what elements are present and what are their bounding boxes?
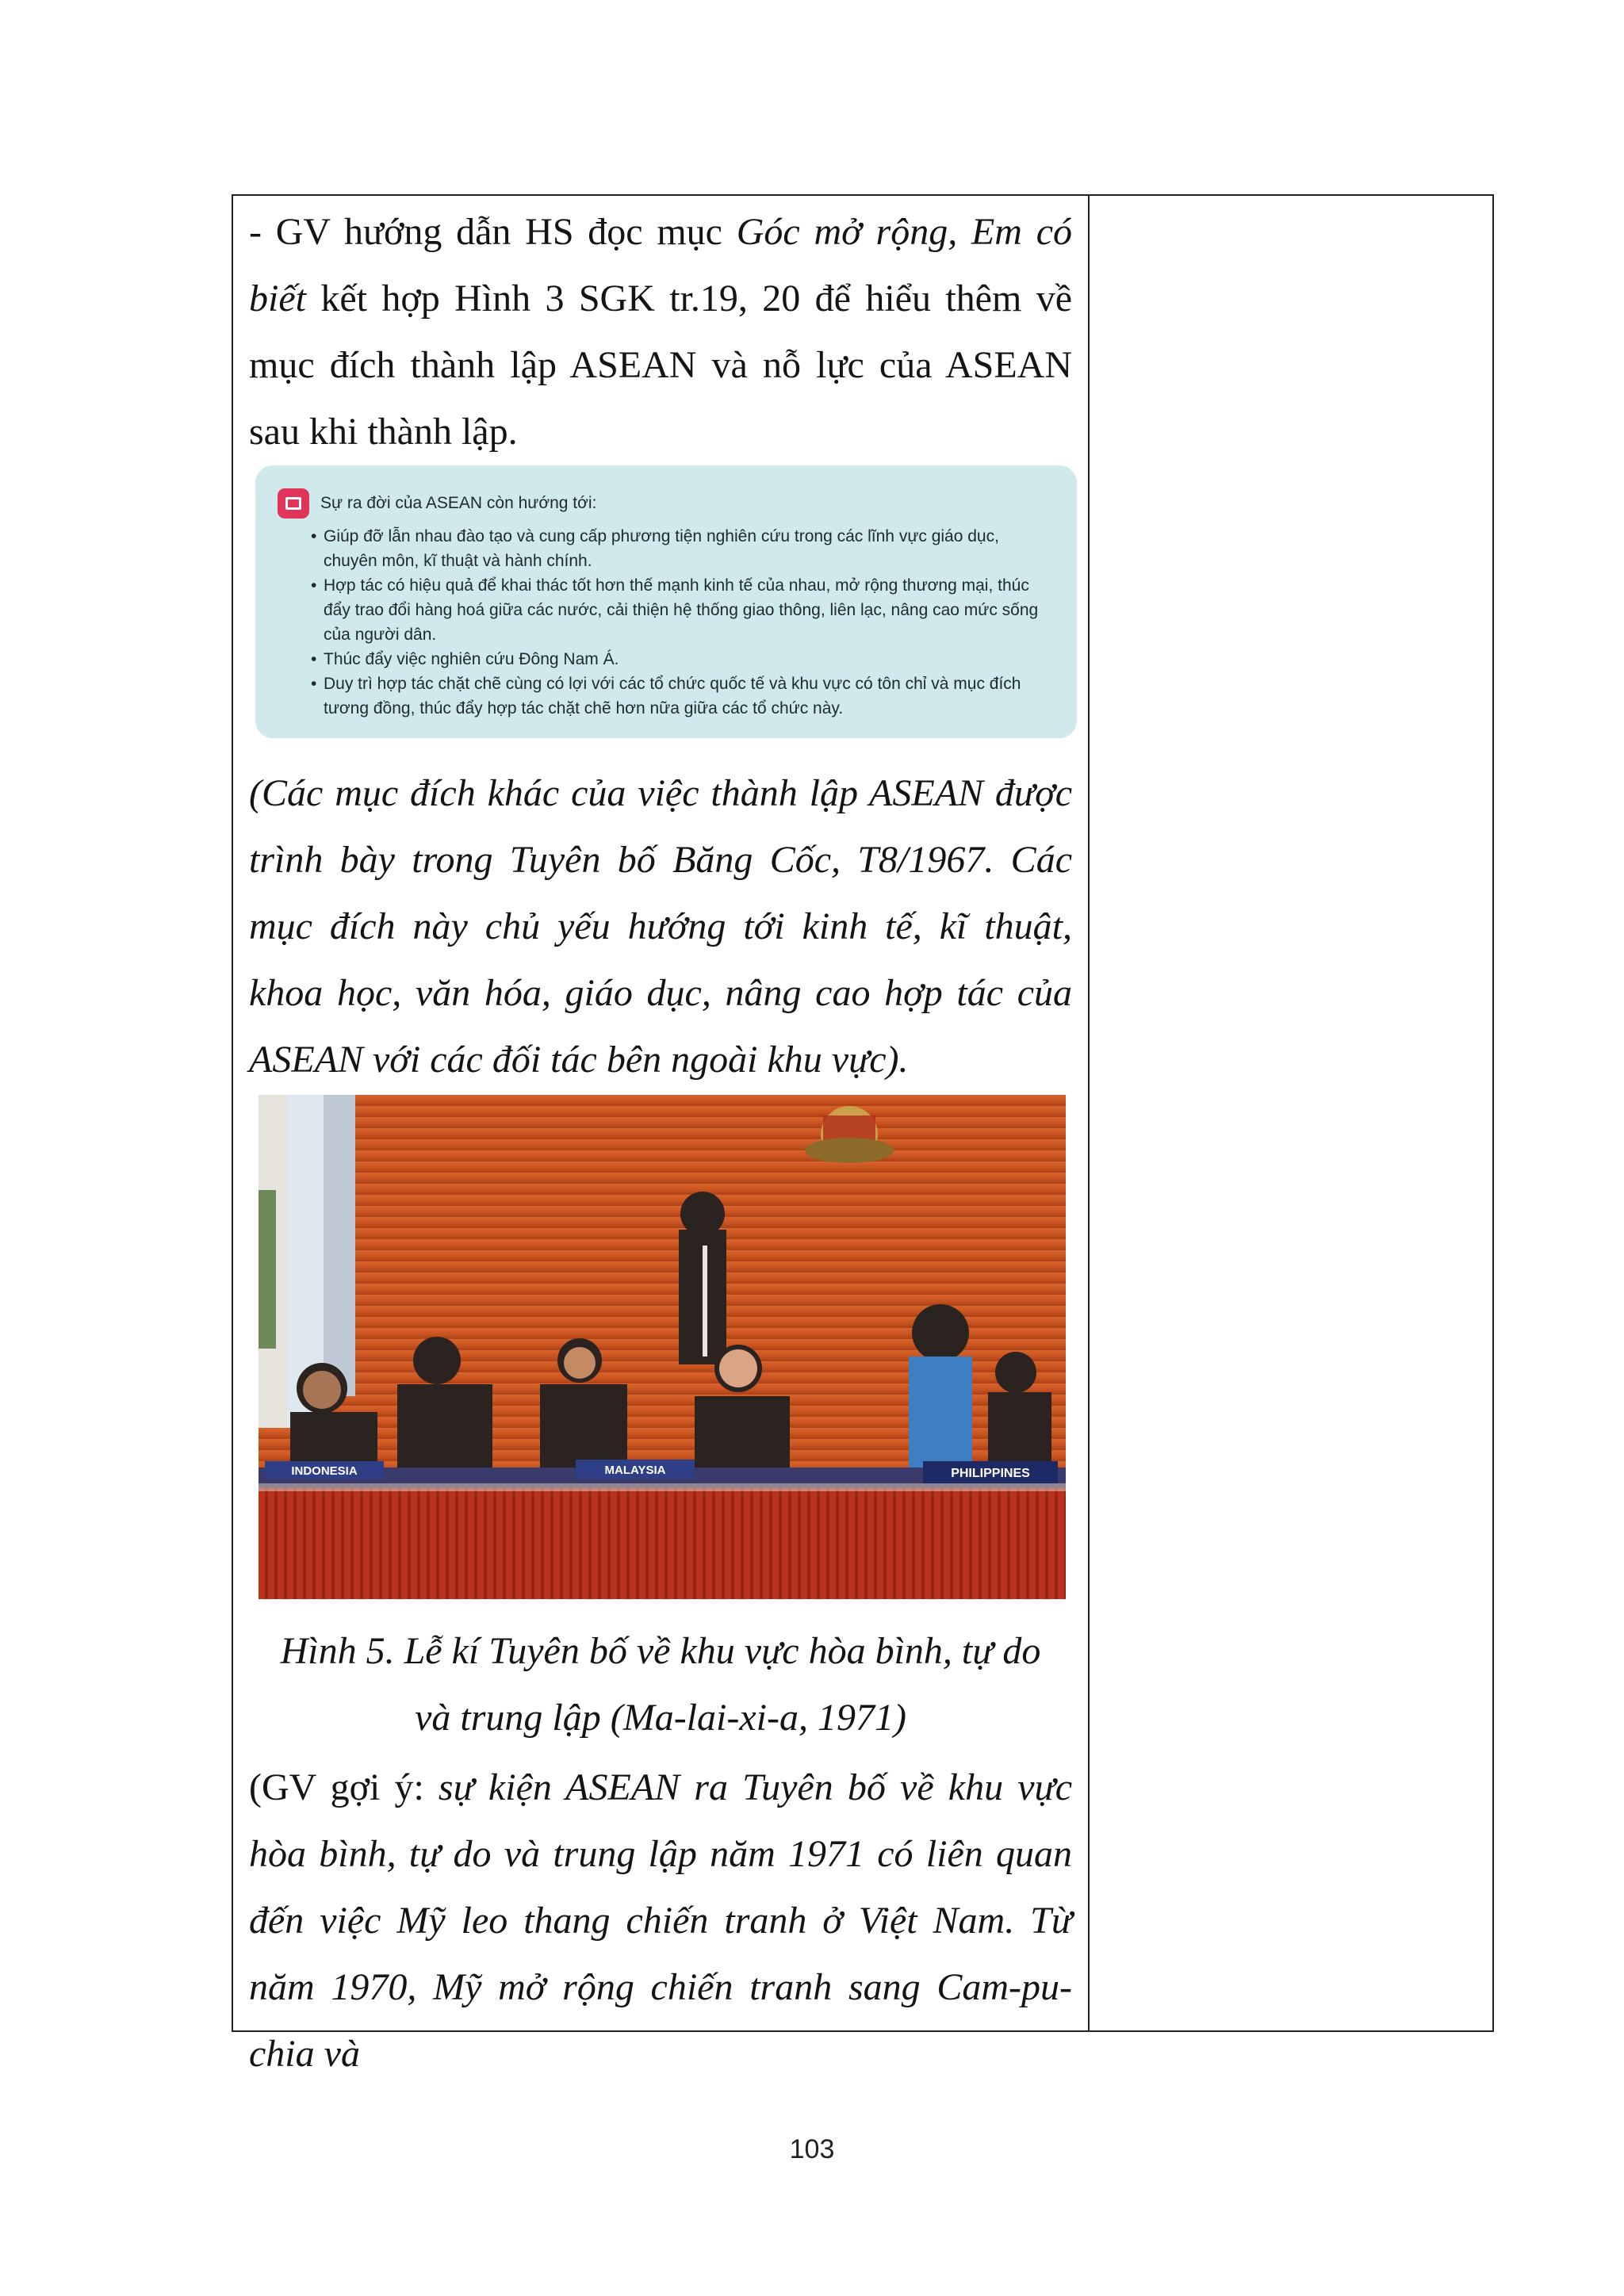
caption-line-2: và trung lập (Ma-lai-xi-a, 1971): [415, 1697, 906, 1739]
placard-malaysia: MALAYSIA: [604, 1464, 666, 1477]
placard-indonesia: INDONESIA: [291, 1464, 358, 1478]
placard-philippines: PHILIPPINES: [951, 1467, 1030, 1480]
hint-italic-text: sự kiện ASEAN ra Tuyên bố về khu vực hòa bình, tự do và trung lập năm 1971 có liên quan đến việc Mỹ leo thang chiến tranh ở Việt Nam. Từ năm 1970, Mỹ mở rộng chiến tranh sang Cam-pu-chia và: [249, 1766, 1072, 2075]
info-box-item: • Hợp tác có hiệu quả để khai thác tốt hơn thế mạnh kinh tế của nhau, mở rộng thương mại, thúc đẩy trao đổi hàng hoá giữa các nước, cải thiện hệ thống giao thông, liên lạc, nâng cao mức sống của người dân.: [311, 573, 1055, 647]
info-box-item: • Duy trì hợp tác chặt chẽ cùng có lợi với các tổ chức quốc tế và khu vực có tôn chỉ và mục đích tương đồng, thúc đẩy hợp tác chặt chẽ hơn nữa giữa các tổ chức này.: [311, 672, 1055, 721]
page-number: 103: [789, 2134, 835, 2164]
caption-line-1: Hình 5. Lễ kí Tuyên bố về khu vực hòa bình, tự do: [280, 1630, 1041, 1672]
info-box-item: • Giúp đỡ lẫn nhau đào tạo và cung cấp phương tiện nghiên cứu trong các lĩnh vực giáo dục, chuyên môn, kĩ thuật và hành chính.: [311, 524, 1055, 573]
activity-column: [249, 196, 1073, 2075]
intro-paragraph: [249, 196, 1072, 465]
intro-emphasis-2: Em có biết: [249, 211, 1073, 320]
figure-caption: [249, 1618, 1072, 1751]
info-box-list: [278, 524, 1055, 721]
book-icon: [278, 488, 309, 519]
intro-separator: ,: [948, 211, 971, 253]
hint-prefix: (GV gợi ý:: [249, 1766, 439, 1808]
lesson-table: [232, 194, 1494, 2075]
purpose-paragraph: (Các mục đích khác của việc thành lập ASEAN được trình bày trong Tuyên bố Băng Cốc, T8/1967. Các mục đích này chủ yếu hướng tới kinh tế, kĩ thuật, khoa học, văn hóa, giáo dục, nâng cao hợp tác của ASEAN với các đối tác bên ngoài khu vực).: [249, 772, 1072, 1081]
info-box-item: • Thúc đẩy việc nghiên cứu Đông Nam Á.: [311, 647, 1055, 672]
intro-emphasis-1: Góc mở rộng: [736, 211, 948, 253]
info-box-heading: Sự ra đời của ASEAN còn hướng tới:: [320, 494, 597, 512]
column-divider: [1088, 196, 1090, 2030]
intro-rest: kết hợp Hình 3 SGK tr.19, 20 để hiểu thêm về mục đích thành lập ASEAN và nỗ lực của ASEAN sau khi thành lập.: [249, 277, 1072, 453]
intro-prefix: - GV hướng dẫn HS đọc mục: [249, 211, 737, 253]
teacher-hint-paragraph: [249, 1755, 1072, 2087]
signing-ceremony-photo: [259, 1095, 1066, 1599]
info-box: [255, 465, 1077, 738]
info-box-header: [278, 486, 1055, 521]
